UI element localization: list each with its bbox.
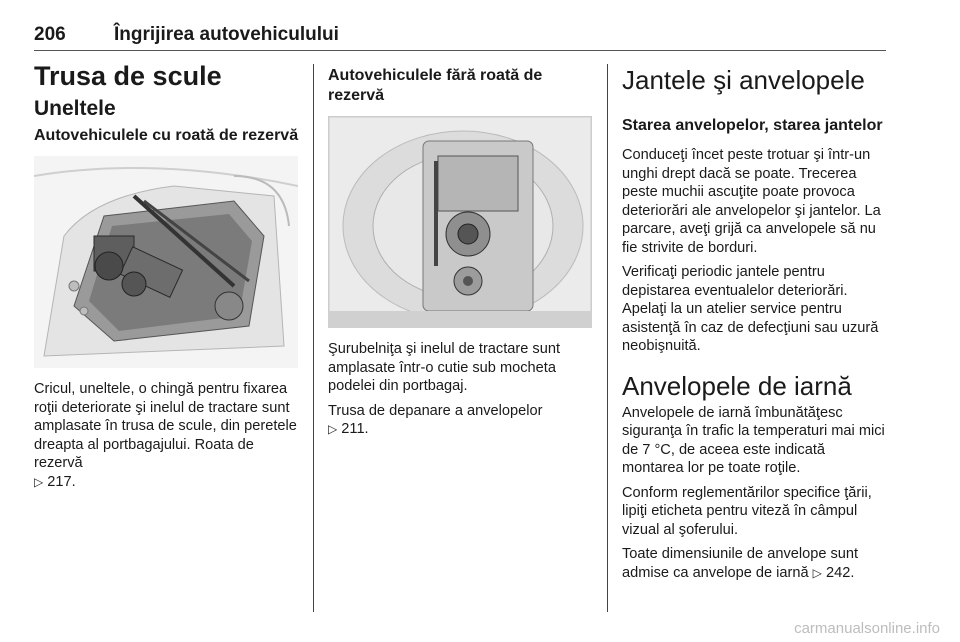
section-title: Trusa de scule — [34, 61, 222, 91]
section-title-2: Anvelopele de iarnă — [622, 370, 852, 401]
column-3 — [622, 60, 888, 582]
column-divider-1 — [313, 64, 314, 612]
subheading: Autovehiculele cu roată de rezervă — [34, 127, 299, 144]
toolkit-illustration — [34, 156, 298, 368]
page-header — [34, 24, 886, 52]
section-title: Jantele şi anvelopele — [622, 65, 865, 95]
page-number: 206 — [34, 24, 66, 45]
watermark: carmanualsonline.info — [794, 620, 940, 637]
body-paragraph-3: Anvelopele de iarnă îmbunătăţesc siguranţa în trafic la temperaturi mai mici de 7 °C, de aceea este indicată montarea lor pe toate roţile. — [622, 404, 885, 476]
body-paragraph-5: Toate dimensiunile de anvelope sunt admise ca anvelope de iarnă ▷ 242. — [622, 546, 859, 581]
subheading: Autovehiculele fără roată de rezervă — [328, 67, 543, 104]
reference-arrow-icon: ▷ — [34, 474, 44, 489]
body-paragraph-1: Conduceţi încet peste trotuar şi într-un unghi drept dacă se poate. Trecerea peste muchii ascuţite poate provoca deteriorări ale anvelopelor şi jantelor. La parcare, aveţi grijă ca anvelopele să nu fie strivite de borduri. — [622, 147, 881, 256]
body-paragraph-1: Şurubelniţa şi inelul de tractare sunt amplasate într-o cutie sub mocheta podelei din portbagaj. — [328, 341, 561, 394]
trunk-illustration — [328, 116, 592, 328]
body-paragraph-2: Verificaţi periodic jantele pentru depistarea eventualelor deteriorări. Apelaţi la un atelier service pentru asistenţă în caz de defecţiuni sau uzură neobişnuită. — [622, 264, 879, 354]
body-paragraph-4: Conform reglementărilor specifice ţării, lipiţi eticheta pentru viteză în câmpul vizual al şoferului. — [622, 484, 872, 538]
page-reference[interactable]: 217. — [47, 473, 76, 490]
body-paragraph-1: Cricul, uneltele, o chingă pentru fixarea roţii deteriorate şi inelul de tractare sunt amplasate în trusa de scule, din peretele dreapta al portbagajului. Roata de rezervă ▷ 217. — [34, 381, 297, 490]
running-title: Îngrijirea autovehiculului — [114, 24, 339, 45]
subsection-title: Uneltele — [34, 97, 116, 120]
header-rule — [34, 50, 886, 51]
column-1 — [34, 60, 300, 491]
reference-arrow-icon: ▷ — [328, 422, 338, 436]
subheading: Starea anvelopelor, starea jantelor — [622, 117, 883, 134]
column-2 — [328, 60, 594, 439]
reference-arrow-icon: ▷ — [812, 565, 822, 580]
body-paragraph-2: Trusa de depanare a anvelopelor ▷ 211. — [328, 402, 543, 437]
page-reference[interactable]: 211. — [341, 421, 369, 437]
column-divider-2 — [607, 64, 608, 612]
page-reference[interactable]: 242. — [825, 564, 855, 581]
